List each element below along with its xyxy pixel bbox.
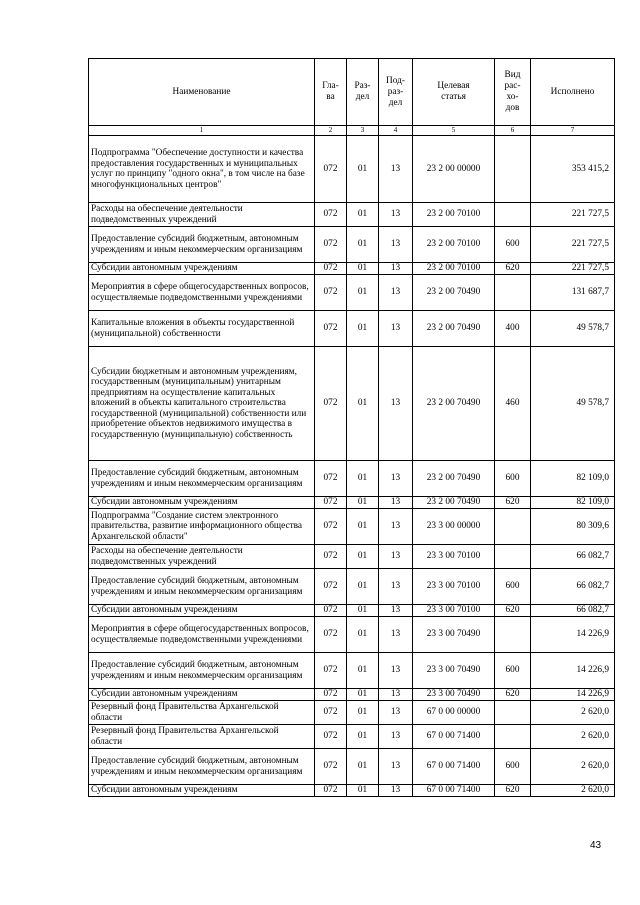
cell-name: Субсидии автономным учреждениям	[89, 605, 315, 617]
table-row	[89, 275, 615, 311]
cell-podrazdel: 13	[379, 263, 413, 275]
cell-razdel: 01	[347, 749, 379, 785]
cell-name: Мероприятия в сфере общегосударственных вопросов, осуществляемые подведомственными учреждениями	[89, 617, 315, 653]
cell-name: Субсидии автономным учреждениям	[89, 263, 315, 275]
cell-podrazdel: 13	[379, 689, 413, 701]
cell-vr: 600	[495, 461, 531, 497]
cell-vr	[495, 545, 531, 569]
cell-amount: 2 620,0	[531, 725, 615, 749]
cell-cs: 23 2 00 70490	[413, 497, 495, 509]
page-number: 43	[590, 840, 602, 851]
cell-glava: 072	[315, 689, 347, 701]
cell-amount: 80 309,6	[531, 509, 615, 545]
cell-cs: 67 0 00 71400	[413, 785, 495, 797]
header-cell: Исполнено	[531, 59, 615, 126]
table-row	[89, 569, 615, 605]
cell-razdel: 01	[347, 263, 379, 275]
cell-amount: 66 082,7	[531, 545, 615, 569]
cell-amount: 221 727,5	[531, 227, 615, 263]
cell-podrazdel: 13	[379, 497, 413, 509]
cell-cs: 67 0 00 71400	[413, 725, 495, 749]
cell-podrazdel: 13	[379, 617, 413, 653]
cell-cs: 23 3 00 00000	[413, 509, 495, 545]
cell-cs: 23 2 00 70100	[413, 203, 495, 227]
cell-razdel: 01	[347, 227, 379, 263]
cell-glava: 072	[315, 605, 347, 617]
cell-amount: 49 578,7	[531, 347, 615, 461]
cell-razdel: 01	[347, 689, 379, 701]
cell-cs: 23 3 00 70490	[413, 689, 495, 701]
cell-podrazdel: 13	[379, 203, 413, 227]
cell-name: Подпрограмма "Создание систем электронного правительства, развитие информационного общества Архангельской области"	[89, 509, 315, 545]
cell-cs: 67 0 00 71400	[413, 749, 495, 785]
cell-cs: 23 2 00 70100	[413, 263, 495, 275]
cell-cs: 23 2 00 70490	[413, 347, 495, 461]
cell-razdel: 01	[347, 701, 379, 725]
cell-cs: 23 3 00 70100	[413, 605, 495, 617]
cell-vr: 600	[495, 227, 531, 263]
column-number: 4	[379, 126, 413, 136]
cell-name: Субсидии автономным учреждениям	[89, 785, 315, 797]
cell-vr: 460	[495, 347, 531, 461]
table-row	[89, 545, 615, 569]
header-cell: Гла- ва	[315, 59, 347, 126]
cell-razdel: 01	[347, 275, 379, 311]
cell-cs: 23 2 00 00000	[413, 136, 495, 203]
table-row	[89, 701, 615, 725]
cell-podrazdel: 13	[379, 701, 413, 725]
table-row	[89, 653, 615, 689]
cell-glava: 072	[315, 311, 347, 347]
cell-razdel: 01	[347, 605, 379, 617]
cell-podrazdel: 13	[379, 509, 413, 545]
cell-podrazdel: 13	[379, 275, 413, 311]
cell-podrazdel: 13	[379, 311, 413, 347]
cell-name: Предоставление субсидий бюджетным, автономным учреждениям и иным некоммерческим организациям	[89, 461, 315, 497]
table-row	[89, 203, 615, 227]
table-row	[89, 617, 615, 653]
cell-podrazdel: 13	[379, 725, 413, 749]
cell-razdel: 01	[347, 136, 379, 203]
cell-name: Расходы на обеспечение деятельности подведомственных учреждений	[89, 203, 315, 227]
header-cell: Наименование	[89, 59, 315, 126]
cell-cs: 23 3 00 70490	[413, 617, 495, 653]
cell-amount: 14 226,9	[531, 617, 615, 653]
column-number: 1	[89, 126, 315, 136]
cell-razdel: 01	[347, 569, 379, 605]
cell-razdel: 01	[347, 617, 379, 653]
cell-razdel: 01	[347, 545, 379, 569]
cell-vr	[495, 617, 531, 653]
header-cell: Вид рас- хо- дов	[495, 59, 531, 126]
cell-podrazdel: 13	[379, 653, 413, 689]
cell-glava: 072	[315, 725, 347, 749]
cell-podrazdel: 13	[379, 569, 413, 605]
cell-glava: 072	[315, 701, 347, 725]
cell-name: Резервный фонд Правительства Архангельской области	[89, 725, 315, 749]
cell-amount: 66 082,7	[531, 569, 615, 605]
cell-glava: 072	[315, 497, 347, 509]
column-number: 5	[413, 126, 495, 136]
cell-glava: 072	[315, 275, 347, 311]
cell-name: Капитальные вложения в объекты государственной (муниципальной) собственности	[89, 311, 315, 347]
cell-glava: 072	[315, 653, 347, 689]
cell-cs: 23 2 00 70490	[413, 311, 495, 347]
cell-name: Субсидии автономным учреждениям	[89, 497, 315, 509]
cell-razdel: 01	[347, 653, 379, 689]
column-number: 6	[495, 126, 531, 136]
cell-podrazdel: 13	[379, 605, 413, 617]
cell-cs: 23 2 00 70490	[413, 275, 495, 311]
cell-amount: 82 109,0	[531, 497, 615, 509]
cell-glava: 072	[315, 749, 347, 785]
cell-amount: 2 620,0	[531, 701, 615, 725]
cell-name: Предоставление субсидий бюджетным, автономным учреждениям и иным некоммерческим организациям	[89, 653, 315, 689]
cell-cs: 23 2 00 70100	[413, 227, 495, 263]
cell-name: Субсидии бюджетным и автономным учреждениям, государственным (муниципальным) унитарным предприятиям на осуществление капитальных вложений в объекты капитального строительства государственной (муниципальной) собственности или приобретение объектов недвижимого имущества в государственную (муниципальную) собственность	[89, 347, 315, 461]
cell-podrazdel: 13	[379, 545, 413, 569]
cell-name: Предоставление субсидий бюджетным, автономным учреждениям и иным некоммерческим организациям	[89, 227, 315, 263]
cell-vr: 600	[495, 653, 531, 689]
cell-amount: 14 226,9	[531, 653, 615, 689]
cell-glava: 072	[315, 263, 347, 275]
cell-cs: 23 2 00 70490	[413, 461, 495, 497]
cell-razdel: 01	[347, 311, 379, 347]
cell-name: Подпрограмма "Обеспечение доступности и качества предоставления государственных и муниципальных услуг по принципу "одного окна", в том числе на базе многофункциональных центров"	[89, 136, 315, 203]
cell-vr: 600	[495, 749, 531, 785]
cell-vr	[495, 509, 531, 545]
cell-vr	[495, 203, 531, 227]
cell-amount: 66 082,7	[531, 605, 615, 617]
cell-glava: 072	[315, 227, 347, 263]
table-row	[89, 689, 615, 701]
cell-podrazdel: 13	[379, 136, 413, 203]
cell-name: Резервный фонд Правительства Архангельской области	[89, 701, 315, 725]
header-cell: Под- раз- дел	[379, 59, 413, 126]
cell-vr	[495, 701, 531, 725]
cell-razdel: 01	[347, 785, 379, 797]
cell-cs: 23 3 00 70100	[413, 545, 495, 569]
column-number: 7	[531, 126, 615, 136]
cell-vr	[495, 136, 531, 203]
cell-amount: 221 727,5	[531, 203, 615, 227]
cell-name: Расходы на обеспечение деятельности подведомственных учреждений	[89, 545, 315, 569]
cell-vr: 620	[495, 263, 531, 275]
cell-vr	[495, 725, 531, 749]
table-row	[89, 461, 615, 497]
cell-razdel: 01	[347, 347, 379, 461]
table-row	[89, 605, 615, 617]
cell-razdel: 01	[347, 725, 379, 749]
column-number: 2	[315, 126, 347, 136]
table-row	[89, 136, 615, 203]
cell-amount: 49 578,7	[531, 311, 615, 347]
header-row	[89, 59, 615, 126]
table-row	[89, 509, 615, 545]
cell-vr	[495, 275, 531, 311]
cell-glava: 072	[315, 203, 347, 227]
table-row	[89, 749, 615, 785]
cell-vr: 620	[495, 785, 531, 797]
cell-glava: 072	[315, 347, 347, 461]
cell-glava: 072	[315, 509, 347, 545]
cell-cs: 67 0 00 00000	[413, 701, 495, 725]
cell-razdel: 01	[347, 497, 379, 509]
cell-razdel: 01	[347, 203, 379, 227]
cell-podrazdel: 13	[379, 461, 413, 497]
cell-cs: 23 3 00 70490	[413, 653, 495, 689]
cell-podrazdel: 13	[379, 227, 413, 263]
cell-vr: 620	[495, 497, 531, 509]
cell-vr: 600	[495, 569, 531, 605]
table-row	[89, 311, 615, 347]
cell-podrazdel: 13	[379, 785, 413, 797]
cell-amount: 353 415,2	[531, 136, 615, 203]
cell-name: Предоставление субсидий бюджетным, автономным учреждениям и иным некоммерческим организациям	[89, 569, 315, 605]
table-row	[89, 785, 615, 797]
cell-podrazdel: 13	[379, 749, 413, 785]
table-row	[89, 497, 615, 509]
cell-glava: 072	[315, 136, 347, 203]
cell-podrazdel: 13	[379, 347, 413, 461]
table-row	[89, 725, 615, 749]
cell-glava: 072	[315, 545, 347, 569]
cell-amount: 82 109,0	[531, 461, 615, 497]
cell-name: Мероприятия в сфере общегосударственных вопросов, осуществляемые подведомственными учреждениями	[89, 275, 315, 311]
cell-name: Предоставление субсидий бюджетным, автономным учреждениям и иным некоммерческим организациям	[89, 749, 315, 785]
header-cell: Целевая статья	[413, 59, 495, 126]
header-cell: Раз- дел	[347, 59, 379, 126]
column-number: 3	[347, 126, 379, 136]
budget-table	[88, 58, 615, 797]
cell-glava: 072	[315, 785, 347, 797]
cell-amount: 2 620,0	[531, 749, 615, 785]
cell-vr: 400	[495, 311, 531, 347]
table-row	[89, 347, 615, 461]
cell-vr: 620	[495, 689, 531, 701]
cell-glava: 072	[315, 569, 347, 605]
cell-glava: 072	[315, 617, 347, 653]
cell-amount: 131 687,7	[531, 275, 615, 311]
cell-amount: 2 620,0	[531, 785, 615, 797]
column-number-row	[89, 126, 615, 136]
cell-name: Субсидии автономным учреждениям	[89, 689, 315, 701]
cell-amount: 221 727,5	[531, 263, 615, 275]
table-row	[89, 263, 615, 275]
cell-razdel: 01	[347, 461, 379, 497]
cell-glava: 072	[315, 461, 347, 497]
cell-amount: 14 226,9	[531, 689, 615, 701]
cell-razdel: 01	[347, 509, 379, 545]
cell-vr: 620	[495, 605, 531, 617]
cell-cs: 23 3 00 70100	[413, 569, 495, 605]
table-row	[89, 227, 615, 263]
